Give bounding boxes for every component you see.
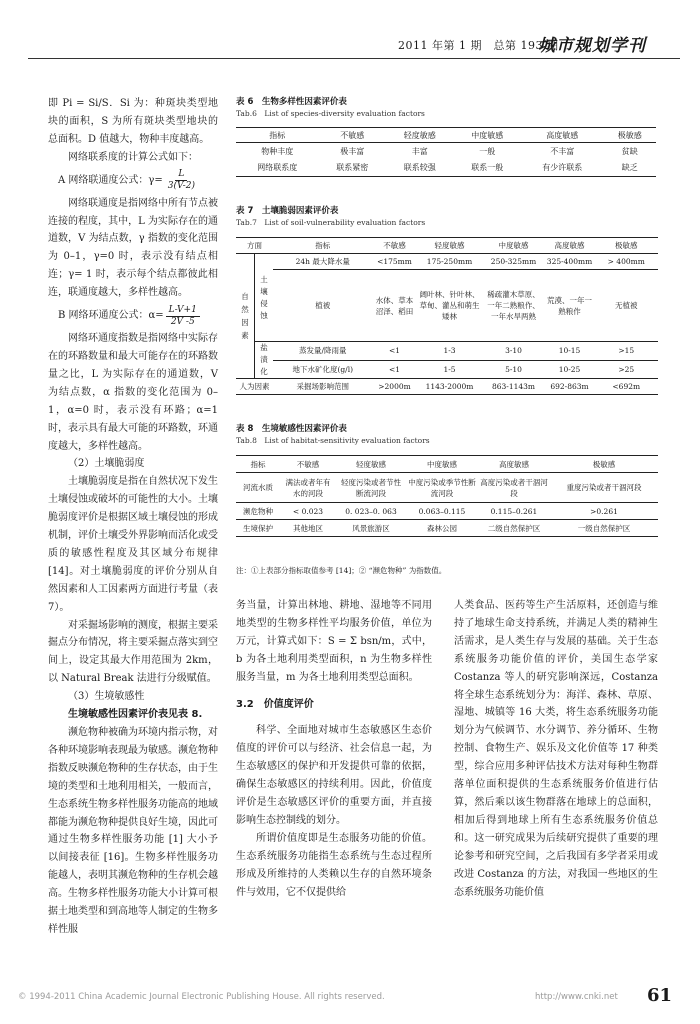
footer-url[interactable]: http://www.cnki.net [535,992,618,1002]
table8-caption: 表 8 生境敏感性因素评价表 Tab.8 List of habitat-sensitivity evaluation factors [236,424,430,445]
section-heading-value: 3.2 价值度评价 [236,698,314,710]
para-value-definition: 所谓价值度即是生态服务功能的价值。生态系统服务功能指生态系统与生态过程所形成及所维持的人类赖以生存的自然环境条件与效用，它不仅提供给 [236,832,432,898]
copyright-footer: © 1994-2011 China Academic Journal Electronic Publishing House. All rights reserved. [18,992,385,1002]
table-row: 盐渍化 蒸发量/降雨量 <1 1-3 3-10 10-15 >15 [236,342,658,361]
table6 [236,127,656,177]
para-value-eval: 科学、全面地对城市生态敏感区生态价值度的评价可以与经济、社会信息一起，为生态敏感区的保护和开发提供可靠的依据，确保生态敏感区的持续利用。因此，价值度评价是生态敏感区评价的重要方面，并直接影响生态控制线的划分。 [236,725,432,826]
table-row: 生境保护 其他地区 风景旅游区 森林公园 二级自然保护区 一级自然保护区 [236,520,658,537]
middle-column [236,597,432,902]
table-row: 自然因素 土壤侵蚀 24h 最大降水量 <175mm 175-250mm 250-325mm 325-400mm > 400mm [236,254,658,270]
para-connectivity: 网络联通度是指网络中所有节点被连接的程度，其中，L 为实际存在的通道数，V 为结点数，γ 指数的变化范围为 0–1，γ=0 时，表示没有结点相连；γ= 1 时，表示每个结点都彼此相连，联通度越大，多样性越高。 [48,197,218,299]
formula-a-numerator: L [175,169,187,181]
table6-caption: 表 6 生物多样性因素评价表 Tab.6 List of species-diversity evaluation factors [236,97,425,118]
para-network-intro: 网络联系度的计算公式如下： [68,151,198,163]
table-row: 网络联系度 联系紧密 联系较强 联系一般 有少许联系 缺乏 [236,160,656,177]
table7 [236,237,658,395]
table7-caption: 表 7 土壤脆弱因素评价表 Tab.7 List of soil-vulnerability evaluation factors [236,206,426,227]
para-circuitry: 网络环通度指数是指网络中实际存在的环路数量和最大可能存在的环路数量之比，L 为实际存在的通道数，V 为结点数，α 指数的变化范围为 0–1，α=0 时，表示没有环路；α=1 时，表示具有最大可能的环路数，环通度越大，多样性越高。 [48,333,218,452]
table8-note: 注：①上表部分指标取值参考 [14]；② “濒危物种” 为指数值。 [236,566,447,575]
table7-header-row: 方面 指标 不敏感 轻度敏感 中度敏感 高度敏感 极敏感 [236,238,658,254]
formula-a-denominator: 3(V-2) [167,181,195,192]
subhead-soil: （2）土壤脆弱度 [68,458,145,470]
para-biodiversity-calc: 务当量，计算出林地、耕地、湿地等不同用地类型的生物多样性平均服务价值，单位为万元，计算式如下：S = Σ bsn/m，式中，b 为各土地利用类型面积，n 为生物多样性服务当量，m 为各土地利用类型总面积。 [236,600,432,683]
table6-header-row: 指标 不敏感 轻度敏感 中度敏感 高度敏感 极敏感 [236,128,656,143]
formula-b-numerator: L-V+1 [166,305,200,317]
right-column [454,597,658,901]
para-endangered: 濒危物种被确为环境内指示物，对各种环境影响表现最为敏感。濒危物种指数反映濒危物种的生存状态，由于生境的类型和土地利用相关，一般而言，生态系统生物多样性服务功能高的地域都能为濒危物种提供良好生境，因此可通过生物多样性服务功能 [1] 大小予以间接表征 [16]。生物多样性服务功能越人，表明其濒危物种的生存机会越高。生物多样性服务功能大小计算可根据土地类型和到高地等人制定的生物多样性服 [48,727,218,935]
formula-circuitry: B 网络环通度公式：α= $\frac{L-V+1}{2V -5}$ [58,302,218,330]
para-diversity-def: 即 Pi = Si/S．Si 为：种斑块类型地块的面积，S 为所有斑块类型地块的总面积。D 值越大，物种丰度越高。 [48,98,218,145]
journal-logo: 城市规划学刊 [538,36,646,56]
table-row: 植被 水体、草本沼泽、稻田 阔叶林、针叶林、草甸、灌丛和萌生矮林 稀疏灌木草原、一年二熟粮作、一年水旱两熟 荒漠、一年一熟粮作 无植被 [236,270,658,342]
header-rule [28,58,680,59]
table-row: 河流水质 满法或者年有水的河段 轻度污染或者节性断流河段 中度污染或季节性断流河段 高度污染或者干涸河段 重度污染或者干涸河段 [236,473,658,503]
page-number: 61 [647,985,673,1006]
formula-connectivity: A 网络联通度公式：γ= $\frac{L}{3(V-2)}$ [58,167,218,195]
table-row: 地下水矿化度(g/l) <1 1-5 5-10 10-25 >25 [236,360,658,379]
formula-b-denominator: 2V -5 [170,316,195,327]
table-row: 物种丰度 极丰富 丰富 一般 不丰富 贫缺 [261,146,638,156]
table8 [236,455,658,537]
table-row: 濒危物种 < 0.023 0. 023–0. 063 0.063–0.115 0.115–0.261 >0.261 [236,503,658,520]
para-mining: 对采掘场影响的测度，根据主要采掘点分布情况，将主要采掘点落实到空间上，设定其最大作用范围为 2km，以 Natural Break 法进行分级赋值。 [48,619,218,685]
issue-info: 2011 年第 1 期 总第 193 期 [398,39,559,52]
table-row: 人为因素 采掘场影响范围 >2000m 1143-2000m 863-1143m 692-863m <692m [236,379,658,395]
table8-header-row: 指标 不敏感 轻度敏感 中度敏感 高度敏感 极敏感 [236,456,658,473]
subhead-habitat: （3）生境敏感性 [68,691,145,703]
para-costanza: 人类食品、医药等生产生活原料，还创造与维持了地球生命支持系统，并满足人类的精神生活需求，是人类生存与发展的基础。关于生态系统服务功能价值的评价，美国生态学家 Costanza 等人的研究影响深远，Costanza 将全球生态系统划分为：海洋、森林、草原、湿地、城镇等 16 大类，将生态系统服务功能划分为气候调节、水分调节、养分循环、生物控制、食物生产、娱乐及文化价值等 17 种类型，综合应用多种评估技术方法对每种生物群落单位面积提供的生态系统服务价值进行估算，然后乘以该生物群落在地球上的总面积，相加后得到地球上所有生态系统服务价值总和。这一研究成果为后续研究提供了重要的理论参考和研究空间，之后我国有多学者采用或改进 Costanza 的方法，对我国一些地区的生态系统服务功能价值 [454,600,658,898]
left-column [48,95,218,939]
para-habitat-table-ref: 生境敏感性因素评价表见表 8. [68,709,203,721]
para-soil: 土壤脆弱度是指在自然状况下发生土壤侵蚀或破坏的可能性的大小。土壤脆弱度评价是根据区域土壤侵蚀的形成机制，评价土壤受外界影响而活化或受质的敏感性程度及其区域分布规律 [14]。对土壤脆弱度的评价分别从自然因素和人工因素两方面进行考量（表 7）。 [48,476,218,613]
